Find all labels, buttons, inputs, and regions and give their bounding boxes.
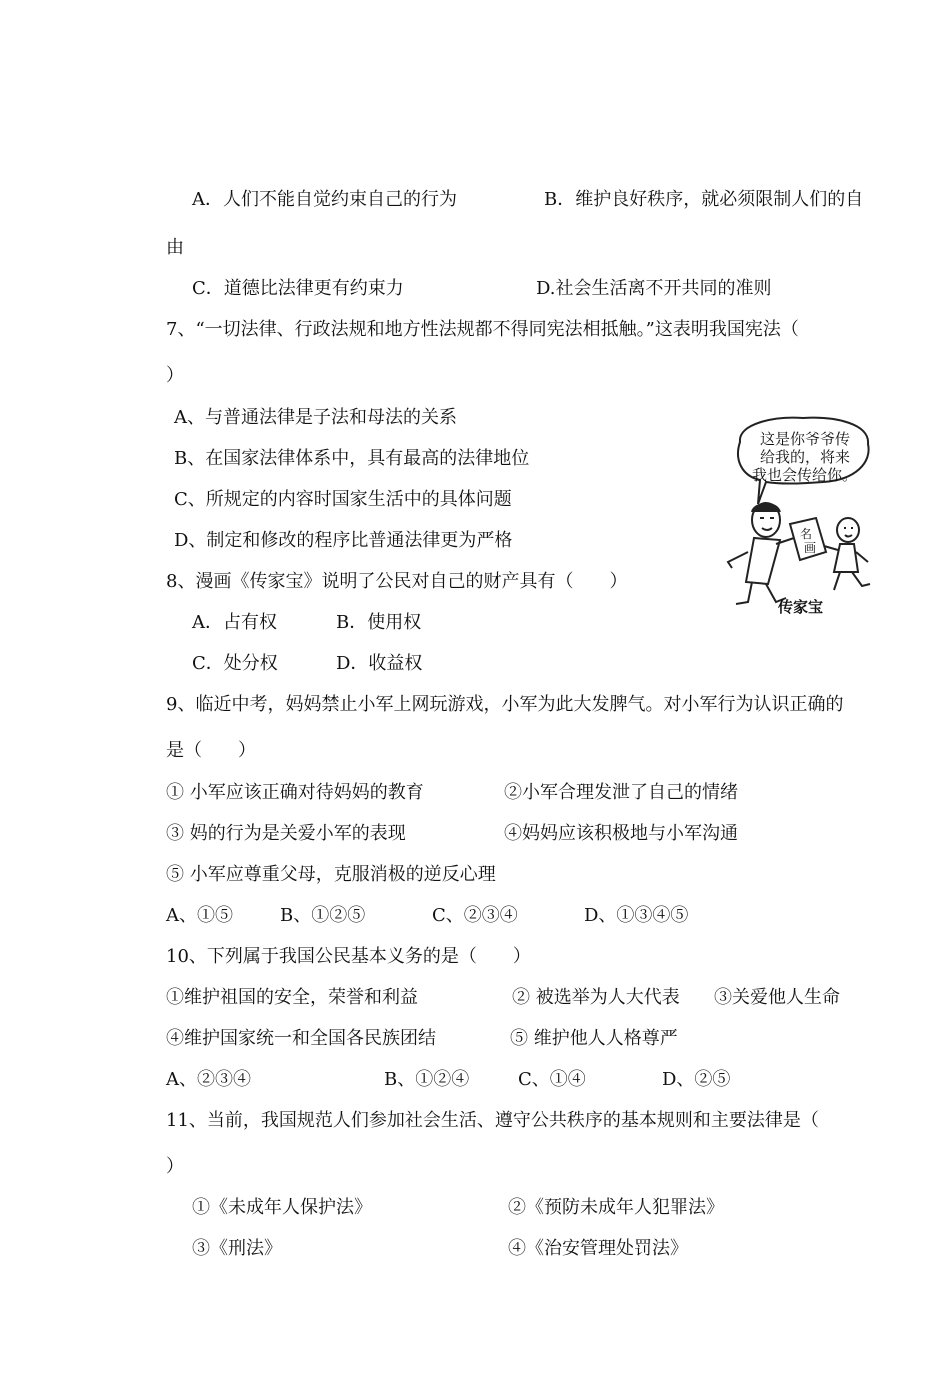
q9-statement-5: ⑤ 小军应尊重父母，克服消极的逆反心理 [166, 864, 496, 885]
q9-stem-continued: 是（ ） [166, 740, 256, 761]
q10-stem: 10、下列属于我国公民基本义务的是（ ） [166, 946, 531, 967]
q10-option-a: A、②③④ [166, 1069, 251, 1090]
painting-scroll [790, 518, 826, 560]
cartoon-caption: 传家宝 [778, 598, 824, 616]
q9-option-d: D、①③④⑤ [584, 905, 689, 926]
q7-option-b: B、在国家法律体系中，具有最高的法律地位 [174, 448, 530, 469]
q9-statement-3: ③ 妈的行为是关爱小军的表现 [166, 823, 406, 844]
scroll-text-1: 名 [800, 527, 813, 541]
q10-option-c: C、①④ [518, 1069, 586, 1090]
scroll-text-2: 画 [804, 541, 817, 555]
q10-statement-3: ③关爱他人生命 [714, 987, 840, 1008]
q6-option-d: D.社会生活离不开共同的准则 [536, 278, 772, 299]
q8-option-a: A．占有权 [192, 612, 277, 633]
q7-option-c: C、所规定的内容时国家生活中的具体问题 [174, 489, 512, 510]
q10-statement-5: ⑤ 维护他人人格尊严 [510, 1028, 678, 1049]
heirloom-cartoon [718, 412, 888, 622]
q9-option-a: A、①⑤ [166, 905, 233, 926]
q6-option-c: C．道德比法律更有约束力 [192, 278, 404, 299]
q10-statement-1: ①维护祖国的安全，荣誉和利益 [166, 987, 418, 1008]
q11-law-3: ③《刑法》 [192, 1238, 282, 1259]
q8-stem: 8、漫画《传家宝》说明了公民对自己的财产具有（ ） [166, 571, 628, 592]
q8-option-c: C．处分权 [192, 653, 278, 674]
q8-option-d: D．收益权 [336, 653, 423, 674]
q7-stem: 7、“一切法律、行政法规和地方性法规都不得同宪法相抵触。”这表明我国宪法（ [166, 319, 799, 340]
q9-statement-1: ① 小军应该正确对待妈妈的教育 [166, 782, 424, 803]
q10-statement-2: ② 被选举为人大代表 [512, 987, 680, 1008]
bubble-line-3: 我也会传给你。 [752, 466, 858, 484]
q11-stem-continued: ） [166, 1156, 184, 1177]
q7-stem-continued: ） [166, 365, 184, 386]
q6-option-b: B．维护良好秩序，就必须限制人们的自 [544, 189, 864, 210]
q8-option-b: B．使用权 [336, 612, 422, 633]
q7-option-a: A、与普通法律是子法和母法的关系 [174, 407, 457, 428]
q11-law-2: ②《预防未成年人犯罪法》 [508, 1197, 724, 1218]
q6-option-a: A．人们不能自觉约束自己的行为 [192, 189, 457, 210]
q11-law-1: ①《未成年人保护法》 [192, 1197, 372, 1218]
q6-option-b-continued: 由 [166, 237, 184, 258]
q9-statement-4: ④妈妈应该积极地与小军沟通 [504, 823, 738, 844]
q9-stem: 9、临近中考，妈妈禁止小军上网玩游戏，小军为此大发脾气。对小军行为认识正确的 [166, 694, 844, 715]
q11-stem: 11、当前，我国规范人们参加社会生活、遵守公共秩序的基本规则和主要法律是（ [166, 1110, 819, 1131]
father-figure [728, 503, 794, 604]
q9-option-b: B、①②⑤ [280, 905, 366, 926]
q10-statement-4: ④维护国家统一和全国各民族团结 [166, 1028, 436, 1049]
q7-option-d: D、制定和修改的程序比普通法律更为严格 [174, 530, 513, 551]
q10-option-b: B、①②④ [384, 1069, 470, 1090]
bubble-line-1: 这是你爷爷传 [760, 430, 851, 448]
q9-option-c: C、②③④ [432, 905, 518, 926]
q9-statement-2: ②小军合理发泄了自己的情绪 [504, 782, 738, 803]
q10-option-d: D、②⑤ [662, 1069, 731, 1090]
bubble-line-2: 给我的，将来 [760, 448, 851, 466]
q11-law-4: ④《治安管理处罚法》 [508, 1238, 688, 1259]
child-figure [824, 518, 870, 590]
